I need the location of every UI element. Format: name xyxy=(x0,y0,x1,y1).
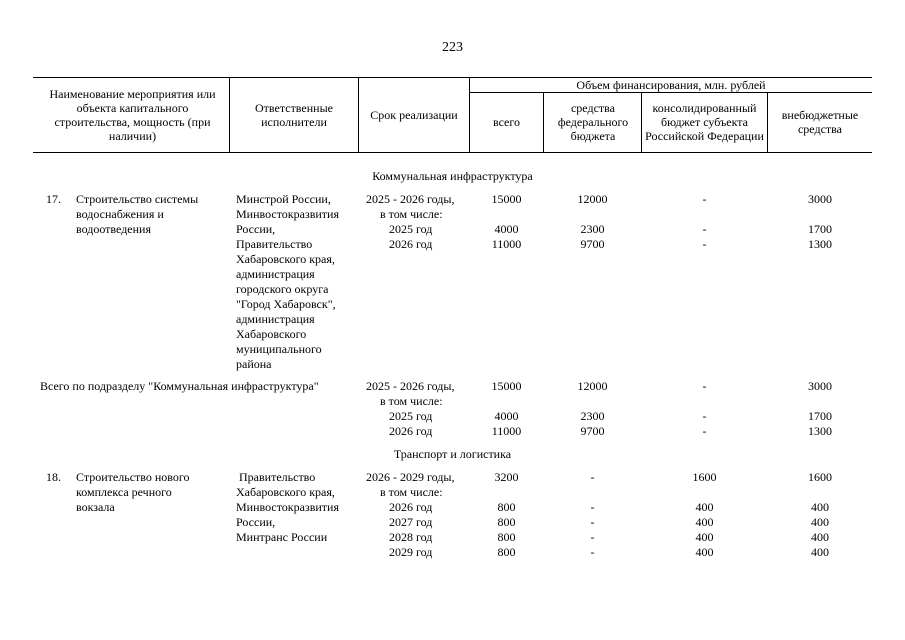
row18-executor-line: Минтранс России xyxy=(236,530,328,544)
row18-regional: 400 xyxy=(695,530,714,544)
subtotal-extra: 1700 xyxy=(808,409,832,423)
row17-regional: - xyxy=(702,192,707,206)
subtotal-regional: - xyxy=(702,424,707,438)
row17-executor-line: Хабаровского xyxy=(236,327,307,341)
row18-number: 18. xyxy=(46,470,61,484)
row18-total: 800 xyxy=(497,500,516,514)
subtotal-total: 11000 xyxy=(491,424,522,438)
row17-period-line: в том числе: xyxy=(380,207,443,221)
row18-extra: 400 xyxy=(811,515,829,529)
row17-executor-line: муниципального xyxy=(236,342,322,356)
section-title-transport: Транспорт и логистика xyxy=(393,447,512,461)
row18-regional: 400 xyxy=(695,515,714,529)
row17-name-line: Строительство системы xyxy=(76,192,199,206)
row17-executor-line: Минвостокразвития xyxy=(236,207,339,221)
subtotal-regional: - xyxy=(702,379,707,393)
subtotal-period-line: 2025 год xyxy=(389,409,433,423)
header-extra-column: внебюджетные средства xyxy=(781,108,859,136)
row17-executor-line: России, xyxy=(236,222,276,236)
row18-period-line: 2026 год xyxy=(389,500,433,514)
header-period-column: Срок реализации xyxy=(370,108,458,122)
header-bottom-rule xyxy=(33,152,872,153)
row18-executor-line: России, xyxy=(236,515,276,529)
row17-executor-line: Минстрой России, xyxy=(236,192,331,206)
row18-period-line: 2029 год xyxy=(389,545,433,559)
row17-regional: - xyxy=(702,222,707,236)
row17-federal: 12000 xyxy=(577,192,608,206)
row18-federal: - xyxy=(590,515,595,529)
subtotal-regional: - xyxy=(702,409,707,423)
subtotal-extra: 3000 xyxy=(808,379,832,393)
row17-executor-line: администрация xyxy=(236,267,315,281)
header-divider-1 xyxy=(229,77,230,152)
header-name-column: Наименование мероприятия или объекта капитального строительства, мощность (при наличии) xyxy=(49,87,216,143)
row18-regional: 400 xyxy=(695,545,714,559)
subtotal-label: Всего по подразделу "Коммунальная инфраструктура" xyxy=(40,379,319,393)
row17-extra: 1700 xyxy=(808,222,832,236)
row18-name-line: вокзала xyxy=(76,500,115,514)
row18-extra: 1600 xyxy=(808,470,832,484)
header-regional-column: консолидированный бюджет субъекта Российской Федерации xyxy=(645,101,764,143)
row17-executor-line: Хабаровского края, xyxy=(236,252,335,266)
row18-extra: 400 xyxy=(811,500,829,514)
row17-extra: 1300 xyxy=(808,237,832,251)
row18-executor-line: Хабаровского края, xyxy=(236,485,335,499)
row18-period-line: 2027 год xyxy=(389,515,433,529)
row18-federal: - xyxy=(590,545,595,559)
row18-extra: 400 xyxy=(811,530,829,544)
row18-extra: 400 xyxy=(811,545,829,559)
row17-number: 17. xyxy=(46,192,61,206)
row18-period-line: в том числе: xyxy=(380,485,443,499)
subtotal-total: 4000 xyxy=(494,409,519,423)
header-federal-column: средства федерального бюджета xyxy=(557,101,629,143)
row17-period-line: 2025 - 2026 годы, xyxy=(366,192,455,206)
row17-period-line: 2025 год xyxy=(389,222,433,236)
header-total-column: всего xyxy=(492,115,521,129)
subtotal-extra: 1300 xyxy=(808,424,832,438)
header-divider-4 xyxy=(543,92,544,152)
row18-regional: 1600 xyxy=(692,470,717,484)
subtotal-total: 15000 xyxy=(491,379,522,393)
row17-name-line: водоотведения xyxy=(76,222,151,236)
row17-extra: 3000 xyxy=(808,192,832,206)
row18-federal: - xyxy=(590,500,595,514)
row18-executor-line: Правительство xyxy=(236,470,316,484)
row17-executor-line: Правительство xyxy=(236,237,313,251)
row18-total: 800 xyxy=(497,545,516,559)
row17-total: 15000 xyxy=(491,192,522,206)
subtotal-period-line: 2026 год xyxy=(389,424,433,438)
row17-executor-line: городского округа xyxy=(236,282,329,296)
row18-federal: - xyxy=(590,530,595,544)
subtotal-period-line: в том числе: xyxy=(380,394,443,408)
row17-executor-line: администрация xyxy=(236,312,315,326)
header-funding-group: Объем финансирования, млн. рублей xyxy=(576,78,766,92)
page-number: 223 xyxy=(442,40,463,55)
row18-total: 800 xyxy=(497,515,516,529)
row18-name-line: Строительство нового xyxy=(76,470,190,484)
row18-executor-line: Минвостокразвития xyxy=(236,500,339,514)
row17-name-line: водоснабжения и xyxy=(76,207,164,221)
row18-period-line: 2026 - 2029 годы, xyxy=(366,470,455,484)
row17-executor-line: района xyxy=(236,357,272,371)
subtotal-federal: 9700 xyxy=(580,424,605,438)
row18-period-line: 2028 год xyxy=(389,530,433,544)
section-title-communal: Коммунальная инфраструктура xyxy=(372,169,533,183)
row17-total: 11000 xyxy=(491,237,522,251)
row17-total: 4000 xyxy=(494,222,519,236)
row17-federal: 9700 xyxy=(580,237,605,251)
row17-regional: - xyxy=(702,237,707,251)
subtotal-period-line: 2025 - 2026 годы, xyxy=(366,379,455,393)
row18-total: 800 xyxy=(497,530,516,544)
subtotal-federal: 12000 xyxy=(577,379,608,393)
row18-federal: - xyxy=(590,470,595,484)
header-executors-column: Ответственные исполнители xyxy=(255,101,333,129)
subtotal-federal: 2300 xyxy=(580,409,605,423)
row17-period-line: 2026 год xyxy=(389,237,433,251)
row17-federal: 2300 xyxy=(580,222,605,236)
row18-total: 3200 xyxy=(494,470,519,484)
row17-executor-line: "Город Хабаровск", xyxy=(236,297,336,311)
header-divider-2 xyxy=(358,77,359,152)
row18-name-line: комплекса речного xyxy=(76,485,172,499)
row18-regional: 400 xyxy=(695,500,714,514)
